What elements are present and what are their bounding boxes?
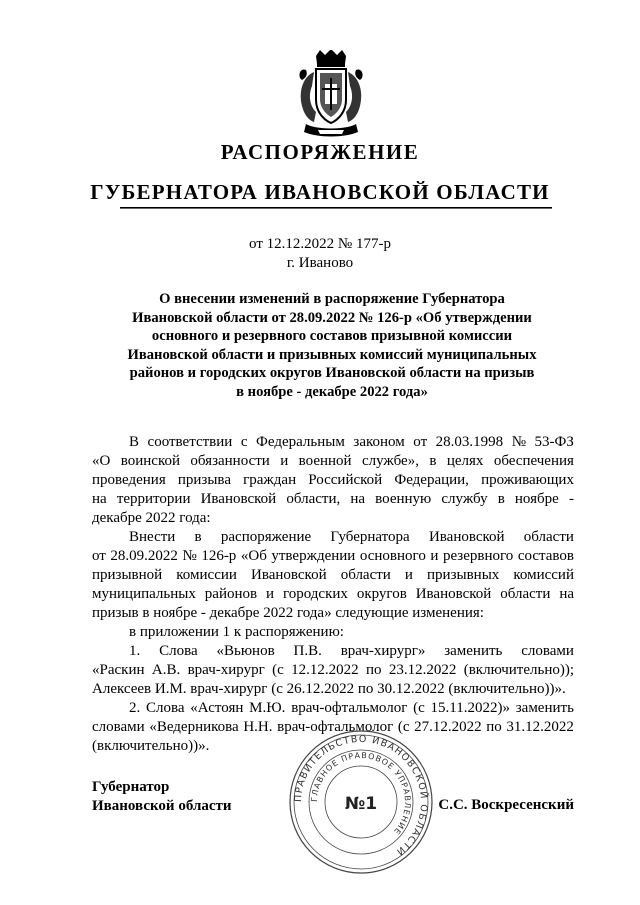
body-line: (включительно))». — [92, 738, 210, 754]
body-line: призывной комиссии Ивановской области и призывных комиссий — [92, 567, 574, 583]
document-type: РАСПОРЯЖЕНИЕ — [220, 140, 420, 164]
issuer-underline — [120, 207, 552, 210]
document-title — [92, 290, 572, 402]
issuer-title: ГУБЕРНАТОРА ИВАНОВСКОЙ ОБЛАСТИ — [90, 180, 550, 204]
body-line: «О воинской обязанности и военной службе», в целях обеспечения — [92, 453, 574, 469]
body-line: Внести в распоряжение Губернатора Ивановской области — [129, 529, 574, 545]
title-line: Ивановской области от 28.09.2022 № 126-р «Об утверждении — [132, 309, 532, 326]
body-line: декабре 2022 года: — [92, 510, 211, 526]
body-line: Алексеев И.М. врач-хирург (с 26.12.2022 по 30.12.2022 (включительно))». — [92, 681, 566, 697]
document-city: г. Иваново — [286, 255, 354, 271]
stamp-outer-text: ПРАВИТЕЛЬСТВО ИВАНОВСКОЙ ОБЛАСТИ — [292, 733, 430, 858]
title-line: районов и городских округов Ивановской области на призыв — [129, 365, 535, 382]
body-line: муниципальных районов и городских округов Ивановской области на — [92, 586, 574, 602]
body-line: словами «Ведерникова Н.Н. врач-офтальмолог (с 27.12.2022 по 31.12.2022 — [92, 719, 574, 735]
signature-position-line: Ивановской области — [92, 798, 232, 814]
title-line: О внесении изменений в распоряжение Губернатора — [159, 291, 505, 307]
stamp-center-number: №1 — [344, 794, 378, 814]
body-line: 1. Слова «Вьюнов П.В. врач-хирург» заменить словами — [129, 643, 574, 659]
signature-position-line: Губернатор — [92, 779, 170, 795]
stamp-ring-text: ГЛАВНОЕ ПРАВОВОЕ УПРАВЛЕНИЕ — [309, 750, 413, 837]
signature-name: С.С. Воскресенский — [438, 797, 574, 813]
body-line: В соответствии с Федеральным законом от 28.03.1998 № 53-ФЗ — [129, 434, 574, 450]
coat-of-arms-icon — [296, 50, 366, 140]
body-line: от 28.09.2022 № 126-р «Об утверждении основного и резервного составов — [92, 548, 574, 564]
body-line: «Раскин А.В. врач-хирург (с 12.12.2022 по 23.12.2022 (включительно)); — [92, 662, 574, 678]
title-line: в ноябре - декабре 2022 года» — [236, 383, 428, 400]
document-body — [92, 433, 574, 756]
body-line: на территории Ивановской области, на военную службу в ноябре - — [92, 491, 574, 507]
body-line: 2. Слова «Астоян М.Ю. врач-офтальмолог (с 15.11.2022)» заменить — [129, 700, 574, 716]
title-line: Ивановской области и призывных комиссий муниципальных — [127, 346, 537, 363]
official-stamp — [286, 727, 436, 877]
title-line: основного и резервного составов призывной комиссии — [151, 328, 513, 345]
document-date-number: от 12.12.2022 № 177-р — [249, 236, 391, 252]
body-line: призыв в ноябре - декабре 2022 года» следующие изменения: — [92, 605, 484, 621]
body-line: в приложении 1 к распоряжению: — [129, 624, 344, 640]
body-line: проведения призыва граждан Российской Федерации, проживающих — [92, 472, 574, 488]
signature-position — [92, 778, 232, 816]
